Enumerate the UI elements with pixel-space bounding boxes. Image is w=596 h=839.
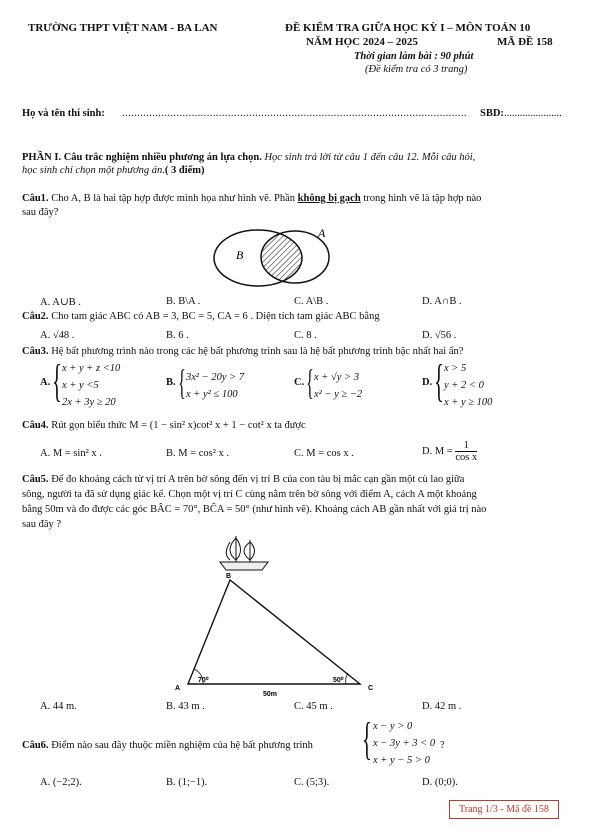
q3-system-c[interactable] (314, 369, 362, 403)
q3-brace-b: { (178, 362, 186, 402)
part1-heading (22, 152, 475, 163)
q6-qmark: ? (440, 740, 445, 751)
q3-brace-a: { (52, 355, 62, 406)
q3-d-line3: x + y ≥ 100 (444, 397, 493, 408)
vertex-a-label: A (175, 685, 181, 692)
time-limit: Thời gian làm bài : 90 phút (354, 51, 474, 62)
q1-bold: không bị gạch (297, 193, 361, 204)
q4-body: Rút gọn biểu thức M = (1 − sin² x)cot² x + 1 − cot² x ta được (51, 420, 306, 431)
q6-line1: x − y > 0 (373, 721, 413, 732)
q4-d-prefix: D. M = (422, 445, 453, 457)
q1-text3: sau đây? (22, 207, 59, 218)
q2-option-c[interactable]: C. 8 . (294, 330, 317, 341)
q1-option-c[interactable]: C. A\B . (294, 296, 329, 307)
angle-a-label: 70⁰ (198, 677, 209, 684)
part1-instr2: học sinh chỉ chọn một phương án. (22, 165, 165, 176)
q3-letter-c[interactable]: C. (294, 377, 305, 388)
vertex-b-label: B (226, 573, 232, 580)
q2-body: Cho tam giác ABC có AB = 3, BC = 5, CA = 6 . Diện tích tam giác ABC bằng (51, 311, 380, 322)
angle-c-label: 50⁰ (333, 677, 344, 684)
exam-code: MÃ ĐỀ 158 (497, 36, 553, 48)
q6-text (22, 740, 313, 751)
q3-c-line1: x + √y > 3 (314, 372, 360, 383)
q2-option-a[interactable]: A. √48 . (40, 330, 75, 341)
q5-option-c[interactable]: C. 45 m . (294, 701, 333, 712)
vertex-c-label: C (368, 685, 374, 692)
q5-line4: sau đây ? (22, 519, 62, 530)
ship-icon (220, 536, 268, 570)
q1-option-b[interactable]: B. B\A . (166, 296, 201, 307)
q3-d-line1: x > 5 (444, 363, 467, 374)
q3-system-b[interactable] (186, 369, 244, 403)
sbd-label: SBD: (480, 108, 504, 119)
set-b-label: B (236, 248, 244, 262)
part1-points: ( 3 điểm) (164, 165, 205, 176)
q5-option-b[interactable]: B. 43 m . (166, 701, 205, 712)
q5-option-a[interactable]: A. 44 m. (40, 701, 77, 712)
q4-option-c[interactable]: C. M = cos x . (294, 448, 354, 459)
q3-letter-d[interactable]: D. (422, 377, 433, 388)
q3-system-a[interactable] (62, 360, 120, 411)
exam-title: ĐỀ KIỂM TRA GIỮA HỌC KỲ I – MÔN TOÁN 10 (285, 22, 531, 34)
base-length-label: 50m (263, 691, 278, 698)
q6-option-d[interactable]: D. (0;0). (422, 777, 458, 788)
q6-option-c[interactable]: C. (5;3). (294, 777, 330, 788)
q6-label: Câu6. (22, 740, 49, 751)
q3-a-line3: 2x + 3y ≥ 20 (62, 397, 116, 408)
q5-text1: Để đo khoảng cách từ vị trí A trên bờ sông đến vị trí B của con tàu bị mắc cạn gần một cù lao giữa (51, 474, 465, 485)
q4-d-fraction (455, 440, 477, 463)
q3-letter-a[interactable]: A. (40, 377, 51, 388)
q3-brace-d: { (434, 355, 444, 406)
sbd-field[interactable]: ...................... (504, 108, 562, 119)
q1-option-d[interactable]: D. A∩B . (422, 296, 462, 307)
q3-a-line1: x + y + z <10 (62, 363, 121, 374)
q6-line3: x + y − 5 > 0 (373, 755, 430, 766)
q3-d-line2: y + 2 < 0 (444, 380, 484, 391)
q3-brace-c: { (306, 362, 314, 402)
q3-c-line2: x² − y ≥ −2 (314, 389, 363, 400)
q4-label: Câu4. (22, 420, 49, 431)
set-a-label: A (318, 226, 326, 240)
q4-text (22, 420, 306, 431)
q6-brace: { (362, 713, 372, 764)
q3-body: Hệ bất phương trình nào trong các hệ bất phương trình sau là hệ bất phương trình bậc nhất hai ẩn? (51, 346, 464, 357)
q5-label: Câu5. (22, 474, 49, 485)
q3-text (22, 346, 463, 357)
q6-line2: x − 3y + 3 < 0 (373, 738, 436, 749)
part1-title: PHẦN I. Câu trắc nghiệm nhiều phương án lựa chọn. (22, 152, 262, 163)
q6-option-b[interactable]: B. (1;−1). (166, 777, 208, 788)
venn-diagram (210, 224, 340, 299)
q2-text (22, 311, 380, 322)
q1-label: Câu1. (22, 193, 49, 204)
q3-b-line2: x + y² ≤ 100 (186, 389, 238, 400)
q3-label: Câu3. (22, 346, 49, 357)
q3-letter-b[interactable]: B. (166, 377, 176, 388)
triangle-abc (188, 580, 360, 684)
triangle-figure (170, 532, 390, 702)
q1-text1: Cho A, B là hai tập hợp được minh họa như hình vẽ. Phần (51, 193, 296, 204)
q4-d-den: cos x (455, 452, 478, 463)
q1-text (22, 193, 481, 204)
student-name-field[interactable]: .................................................................................................................. (122, 108, 467, 119)
q2-option-b[interactable]: B. 6 . (166, 330, 189, 341)
q6-system (373, 718, 435, 769)
q2-option-d[interactable]: D. √56 . (422, 330, 457, 341)
school-year: NĂM HỌC 2024 – 2025 (306, 36, 418, 48)
q1-option-a[interactable]: A. A∪B . (40, 297, 81, 308)
page-footer: Trang 1/3 - Mã đề 158 (449, 800, 559, 819)
q3-system-d[interactable] (444, 360, 492, 411)
school-name: TRƯỜNG THPT VIỆT NAM - BA LAN (28, 22, 218, 34)
q6-option-a[interactable]: A. (−2;2). (40, 777, 82, 788)
q4-d-num: 1 (455, 440, 477, 452)
student-name-label: Họ và tên thí sinh: (22, 108, 105, 119)
part1-heading2 (22, 165, 205, 176)
page-count: (Đề kiểm tra có 3 trang) (365, 64, 468, 75)
q5-line1 (22, 474, 464, 485)
q4-option-b[interactable]: B. M = cos² x . (166, 448, 230, 459)
q6-body: Điểm nào sau đây thuộc miền nghiệm của hệ bất phương trình (51, 740, 313, 751)
part1-instr1: Học sinh trả lời từ câu 1 đến câu 12. Mỗi câu hỏi, (264, 152, 476, 163)
q5-line2: sông, người ta đã sử dụng giác kế. Chọn một vị trí C cùng nằm trên bờ sông với điểm A, cách A một khoảng (22, 489, 477, 500)
q4-option-d[interactable] (422, 440, 477, 463)
q2-label: Câu2. (22, 311, 49, 322)
q5-line3: bằng 50m và đo được các góc BÂC = 70°, BĈA = 50° (như hình vẽ). Khoảng cách AB gần nhất với giá trị nào (22, 504, 487, 515)
q1-text2: trong hình vẽ là tập hợp nào (363, 193, 482, 204)
q3-a-line2: x + y <5 (62, 380, 99, 391)
q3-b-line1: 3x² − 20y > 7 (186, 372, 245, 383)
q4-option-a[interactable]: A. M = sin² x . (40, 448, 102, 459)
q5-option-d[interactable]: D. 42 m . (422, 701, 462, 712)
